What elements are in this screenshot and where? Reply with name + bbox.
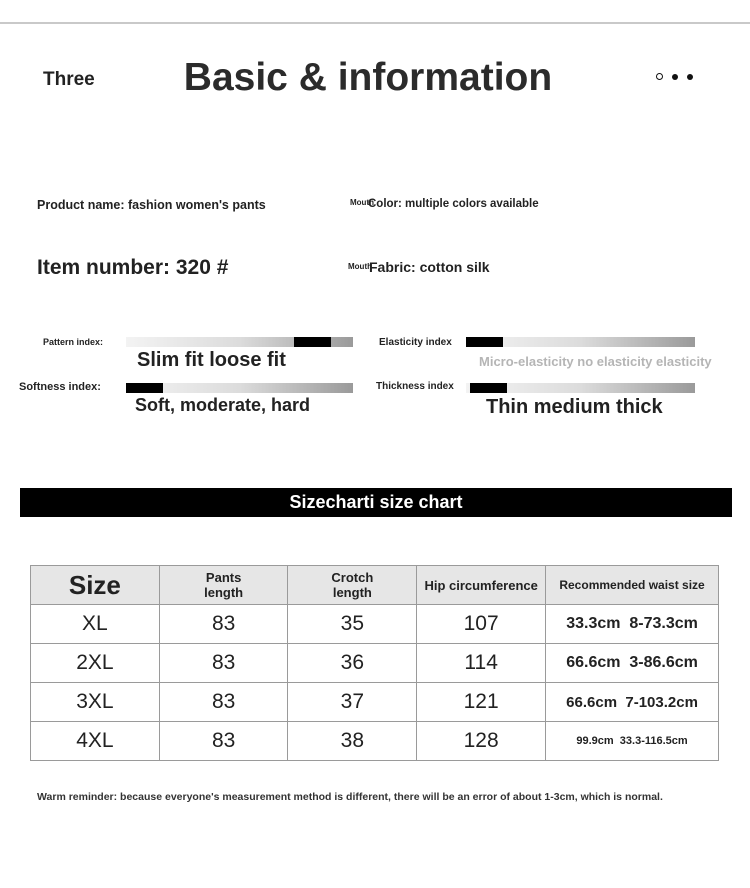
cell-waist: 66.6cm 3-86.6cm <box>546 644 719 683</box>
header-recommended-waist: Recommended waist size <box>546 566 719 605</box>
table-row <box>31 722 719 761</box>
thickness-index-label: Thickness index <box>376 381 454 392</box>
pattern-index-caption: Slim fit loose fit <box>137 349 286 371</box>
cell-pants-length: 83 <box>159 683 288 722</box>
cell-crotch-length: 36 <box>288 644 417 683</box>
cell-pants-length: 83 <box>159 722 288 761</box>
color-mark: Mouth <box>350 198 374 207</box>
cell-hip: 121 <box>417 683 546 722</box>
softness-index-label: Softness index: <box>19 381 101 393</box>
header-crotch-length: Crotch length <box>288 566 417 605</box>
cell-waist: 33.3cm 8-73.3cm <box>546 605 719 644</box>
cell-pants-length: 83 <box>159 605 288 644</box>
cell-size: XL <box>31 605 160 644</box>
cell-size: 2XL <box>31 644 160 683</box>
elasticity-index-label: Elasticity index <box>379 337 452 348</box>
cell-waist: 66.6cm 7-103.2cm <box>546 683 719 722</box>
table-row <box>31 644 719 683</box>
elasticity-index-caption: Micro-elasticity no elasticity elasticity <box>479 354 712 369</box>
warm-reminder: Warm reminder: because everyone's measurement method is different, there will be an error of about 1-3cm, which is normal. <box>37 791 663 803</box>
softness-index-caption: Soft, moderate, hard <box>135 395 311 415</box>
page-title: Basic & information <box>183 56 553 99</box>
cell-crotch-length: 38 <box>288 722 417 761</box>
top-divider <box>0 22 750 24</box>
cell-pants-length: 83 <box>159 644 288 683</box>
softness-index-bar <box>126 383 353 393</box>
fabric-mark: Mouth <box>348 262 372 271</box>
cell-hip: 128 <box>417 722 546 761</box>
dot-icon <box>656 73 663 80</box>
pattern-index-marker <box>294 337 331 347</box>
thickness-index-caption: Thin medium thick <box>486 396 663 418</box>
cell-crotch-length: 37 <box>288 683 417 722</box>
elasticity-index-marker <box>466 337 503 347</box>
header-hip-circumference: Hip circumference <box>417 566 546 605</box>
decorative-dots <box>656 73 693 80</box>
header-pants-length: Pants length <box>159 566 288 605</box>
thickness-index-bar <box>466 383 695 393</box>
dot-icon <box>672 74 678 80</box>
cell-hip: 107 <box>417 605 546 644</box>
table-row <box>31 683 719 722</box>
section-number: Three <box>43 69 95 90</box>
size-chart-table <box>30 565 719 761</box>
cell-hip: 114 <box>417 644 546 683</box>
pattern-index-bar <box>126 337 353 347</box>
size-chart-banner: Sizecharti size chart <box>20 488 732 517</box>
elasticity-index-bar <box>466 337 695 347</box>
cell-size: 3XL <box>31 683 160 722</box>
size-chart-header-row <box>31 566 719 605</box>
pattern-index-label: Pattern index: <box>43 337 104 347</box>
thickness-index-marker <box>470 383 507 393</box>
fabric-info: Fabric: cotton silk <box>369 259 490 275</box>
dot-icon <box>687 74 693 80</box>
header-size: Size <box>31 566 160 605</box>
cell-crotch-length: 35 <box>288 605 417 644</box>
softness-index-marker <box>126 383 163 393</box>
cell-size: 4XL <box>31 722 160 761</box>
product-name: Product name: fashion women's pants <box>37 198 266 212</box>
table-row <box>31 605 719 644</box>
color-info: Color: multiple colors available <box>368 198 539 210</box>
cell-waist: 99.9cm 33.3-116.5cm <box>546 722 719 761</box>
item-number: Item number: 320 # <box>37 256 229 279</box>
